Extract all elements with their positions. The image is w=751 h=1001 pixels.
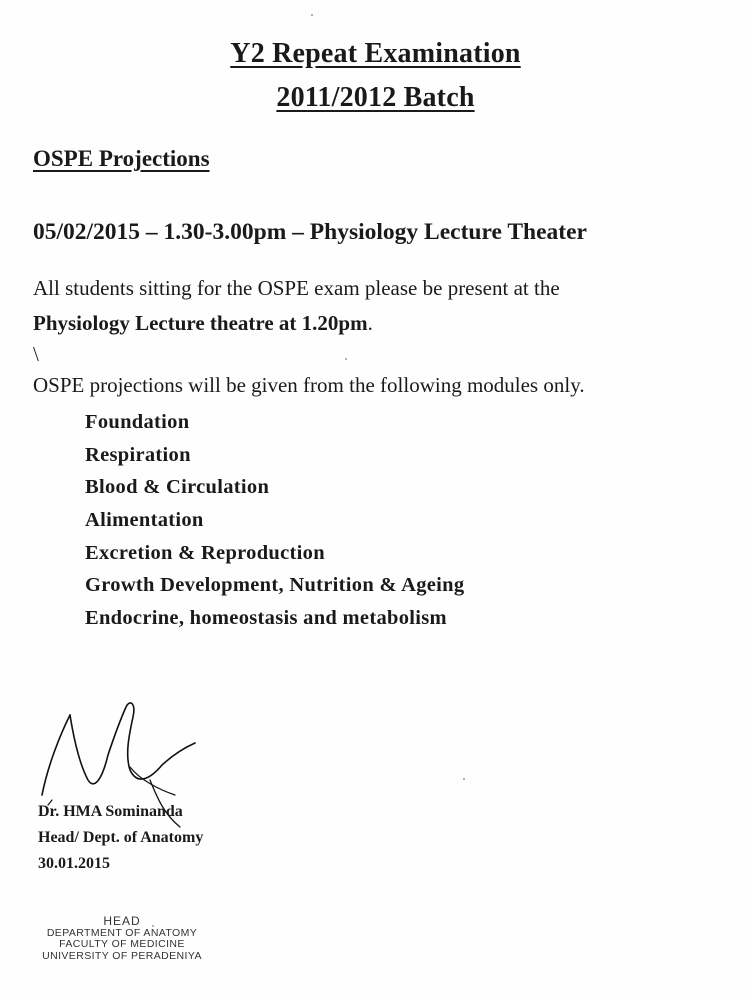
department-stamp (37, 916, 207, 962)
document-title: Y2 Repeat Examination (230, 38, 521, 69)
stamp-line-3: FACULTY OF MEDICINE (59, 938, 185, 950)
signature-date: 30.01.2015 (38, 855, 110, 872)
scan-speck (152, 925, 154, 927)
module-item: Respiration (85, 443, 191, 466)
document-subtitle: 2011/2012 Batch (276, 82, 475, 113)
module-item: Excretion & Reproduction (85, 541, 325, 564)
scan-speck (311, 14, 313, 16)
stamp-line-4: UNIVERSITY OF PERADENIYA (42, 949, 202, 962)
stray-mark: \ (33, 342, 39, 366)
module-item: Foundation (85, 411, 190, 433)
module-item: Growth Development, Nutrition & Ageing (85, 574, 465, 597)
schedule-line: 05/02/2015 – 1.30-3.00pm – Physiology Lecture Theater (33, 219, 587, 245)
module-item: Alimentation (85, 509, 204, 532)
module-list (85, 408, 464, 637)
signatory-title: Head/ Dept. of Anatomy (38, 829, 204, 846)
scan-speck (345, 358, 347, 360)
scan-speck (463, 778, 465, 780)
module-item: Endocrine, homeostasis and metabolism (85, 607, 447, 630)
notice-line-3: OSPE projections will be given from the following modules only. (33, 373, 585, 397)
notice-line-2-end: . (367, 311, 373, 335)
stamp-line-2: DEPARTMENT OF ANATOMY (46, 926, 198, 939)
stamp-line-1: HEAD (103, 914, 141, 928)
notice-line-1: All students sitting for the OSPE exam please be present at the (33, 276, 560, 300)
signatory-name: Dr. HMA Sominanda (38, 803, 183, 820)
notice-line-2 (33, 311, 373, 336)
module-item: Blood & Circulation (85, 476, 270, 499)
notice-venue-time: Physiology Lecture theatre at 1.20pm (33, 311, 368, 335)
section-heading: OSPE Projections (33, 146, 210, 171)
